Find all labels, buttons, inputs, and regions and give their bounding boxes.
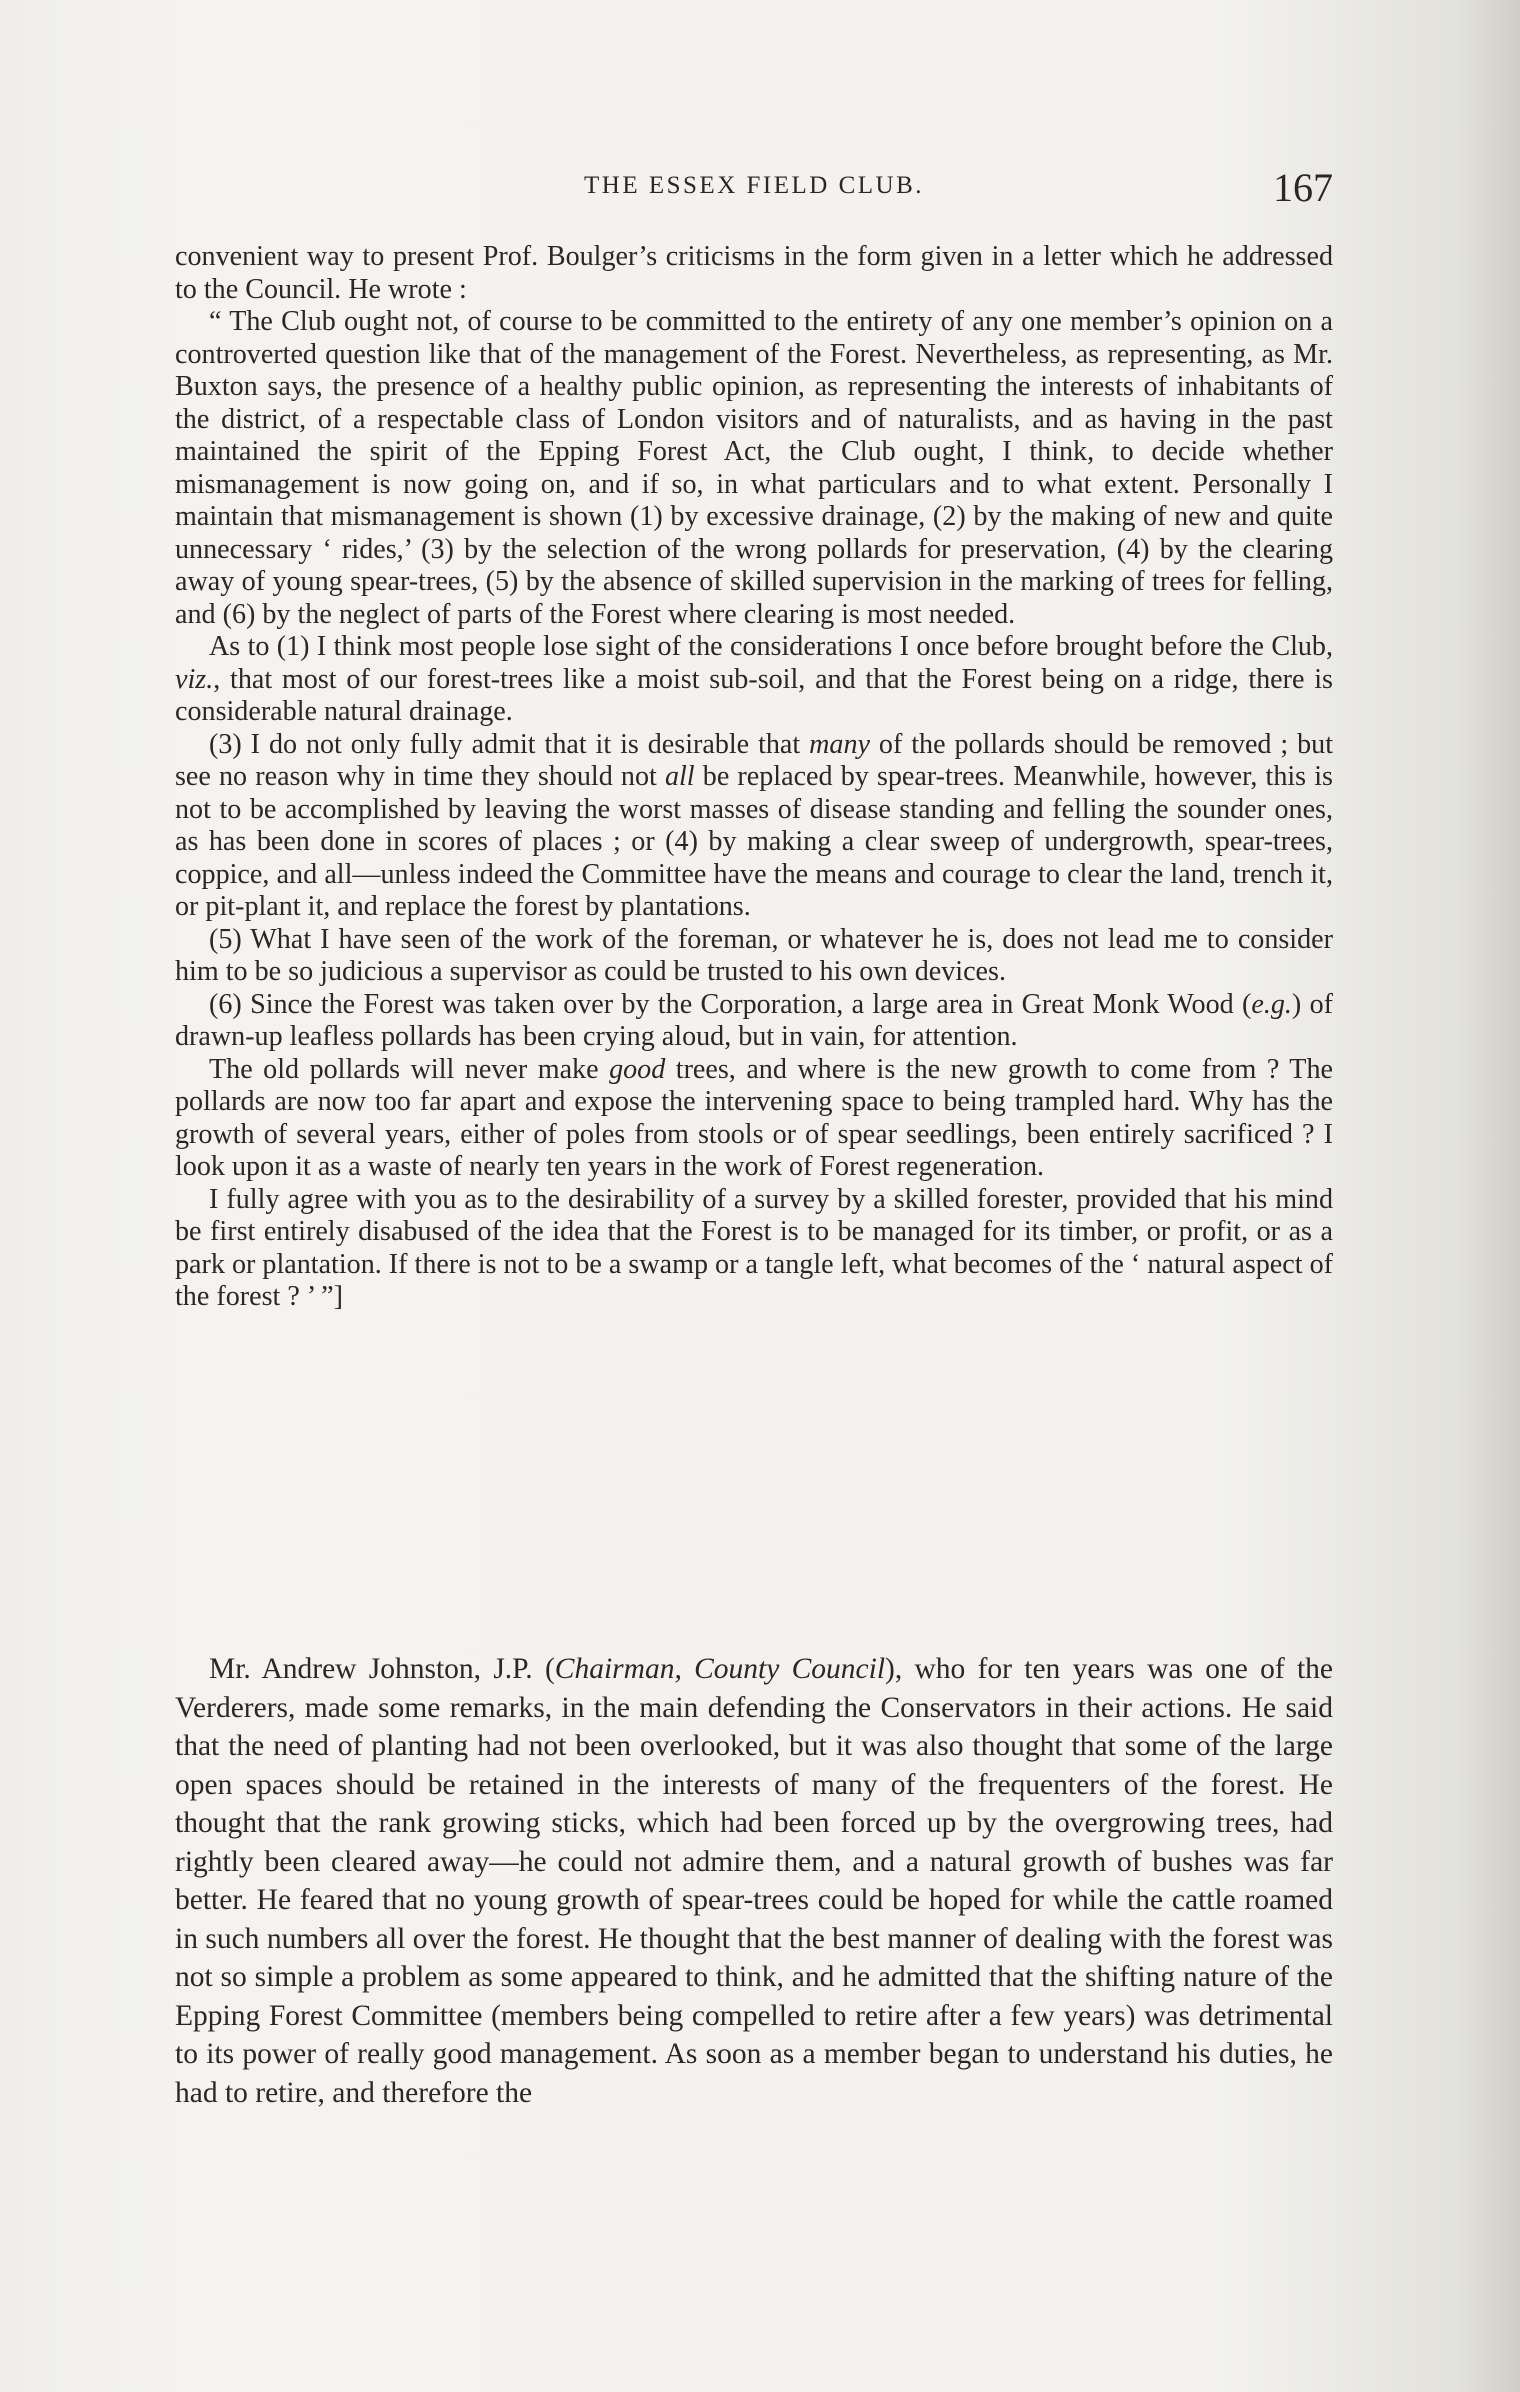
text-run: (6) Since the Forest was taken over by the Corporation, a large area in Great Monk Wood ( — [209, 988, 1252, 1020]
quoted-letter — [175, 241, 1333, 1314]
italic-run: all — [664, 761, 695, 792]
letter-paragraph-drainage — [175, 631, 1333, 729]
text-run: of the pollards should be removed ; but see no reason why in time they should not — [175, 728, 1333, 792]
johnston-remarks — [175, 1650, 1333, 2112]
italic-run: Chairman, County Council — [554, 1653, 886, 1685]
italic-run: good — [609, 1053, 666, 1085]
text-run: trees, and where is the new growth to come from ? The pollards are now too far apart and expose the intervening space to being trampled hard. Why has the growth of several years, either of poles from stools or of spear seedlings, been entirely sacrificed ? I look upon it as a waste of nearly ten years in the work of Forest regeneration. — [175, 1053, 1333, 1182]
letter-paragraph-pollards — [175, 729, 1333, 924]
letter-intro-paragraph: convenient way to present Prof. Boulger’s criticisms in the form given in a letter which he addressed to the Council. He wrote : — [175, 241, 1333, 305]
italic-run: e.g. — [1251, 988, 1292, 1020]
johnston-paragraph — [175, 1650, 1333, 2112]
letter-paragraph-foreman: (5) What I have seen of the work of the foreman, or whatever he is, does not lead me to consider him to be so judicious a supervisor as could be trusted to his own devices. — [175, 923, 1333, 987]
letter-paragraph-monk-wood — [175, 989, 1333, 1054]
text-run: , that most of our forest-trees like a moist sub-soil, and that the Forest being on a ridge, there is considerable natural drainage. — [175, 663, 1333, 727]
text-run: ), who for ten years was one of the Verderers, made some remarks, in the main defending the Conservators in their actions. He said that the need of planting had not been overlooked, but it was also thought that some of the large open spaces should be retained in the interests of many of the frequenters of the forest. He thought that the rank growing sticks, which had been forced up by the overgrowing trees, had rightly been cleared away—he could not admire them, and a natural growth of bushes was far better. He feared that no young growth of spear-trees could be hoped for while the cattle roamed in such numbers all over the forest. He thought that the best manner of dealing with the forest was not so simple a problem as some appeared to think, and he admitted that the shifting nature of the Epping Forest Committee (members being compelled to retire after a few years) was detrimental to its power of really good management. As soon as a member began to understand his duties, he had to retire, and therefore the — [175, 1653, 1334, 2109]
letter-paragraph-survey: I fully agree with you as to the desirability of a survey by a skilled forester, provided that his mind be first entirely disabused of the idea that the Forest is to be managed for its timber, or profit, or as a park or plantation. If there is not to be a swamp or a tangle left, what becomes of the ‘ natural aspect of the forest ? ’ ”] — [175, 1183, 1333, 1312]
text-run: As to (1) I think most people lose sight of the considerations I once before brought before the Club, — [209, 631, 1333, 662]
italic-run: viz. — [175, 663, 214, 695]
text-run: The old pollards will never make — [209, 1053, 610, 1085]
page-header — [175, 164, 1333, 214]
italic-run: many — [809, 728, 870, 760]
letter-paragraph-old-pollards — [175, 1054, 1333, 1184]
page-number: 167 — [1273, 165, 1333, 210]
text-run: be replaced by spear-trees. Meanwhile, however, this is not to be accomplished by leaving the worst masses of disease standing and felling the sounder ones, as has been done in scores of places ; or (4) by making a clear sweep of undergrowth, spear-trees, coppice, and all—unless indeed the Committee have the means and courage to clear the land, trench it, or pit-plant it, and replace the forest by plantations. — [175, 761, 1333, 922]
text-run: Mr. Andrew Johnston, J.P. ( — [209, 1653, 555, 1685]
running-head: THE ESSEX FIELD CLUB. — [584, 172, 924, 199]
text-run: ) of drawn-up leafless pollards has been crying aloud, but in vain, for attention. — [175, 988, 1334, 1052]
letter-opening-paragraph: “ The Club ought not, of course to be committed to the entirety of any one member’s opinion on a controverted question like that of the management of the Forest. Nevertheless, as representing, as Mr. Buxton says, the presence of a healthy public opinion, as representing the interests of inhabitants of the district, of a respectable class of London visitors and of naturalists, and as having in the past maintained the spirit of the Epping Forest Act, the Club ought, I think, to decide whether mismanagement is now going on, and if so, in what particulars and to what extent. Personally I maintain that mismanagement is shown (1) by excessive drainage, (2) by the making of new and quite unnecessary ‘ rides,’ (3) by the selection of the wrong pollards for preservation, (4) by the clearing away of young spear-trees, (5) by the absence of skilled supervision in the marking of trees for felling, and (6) by the neglect of parts of the Forest where clearing is most needed. — [175, 306, 1333, 630]
text-run: (3) I do not only fully admit that it is desirable that — [209, 728, 810, 760]
